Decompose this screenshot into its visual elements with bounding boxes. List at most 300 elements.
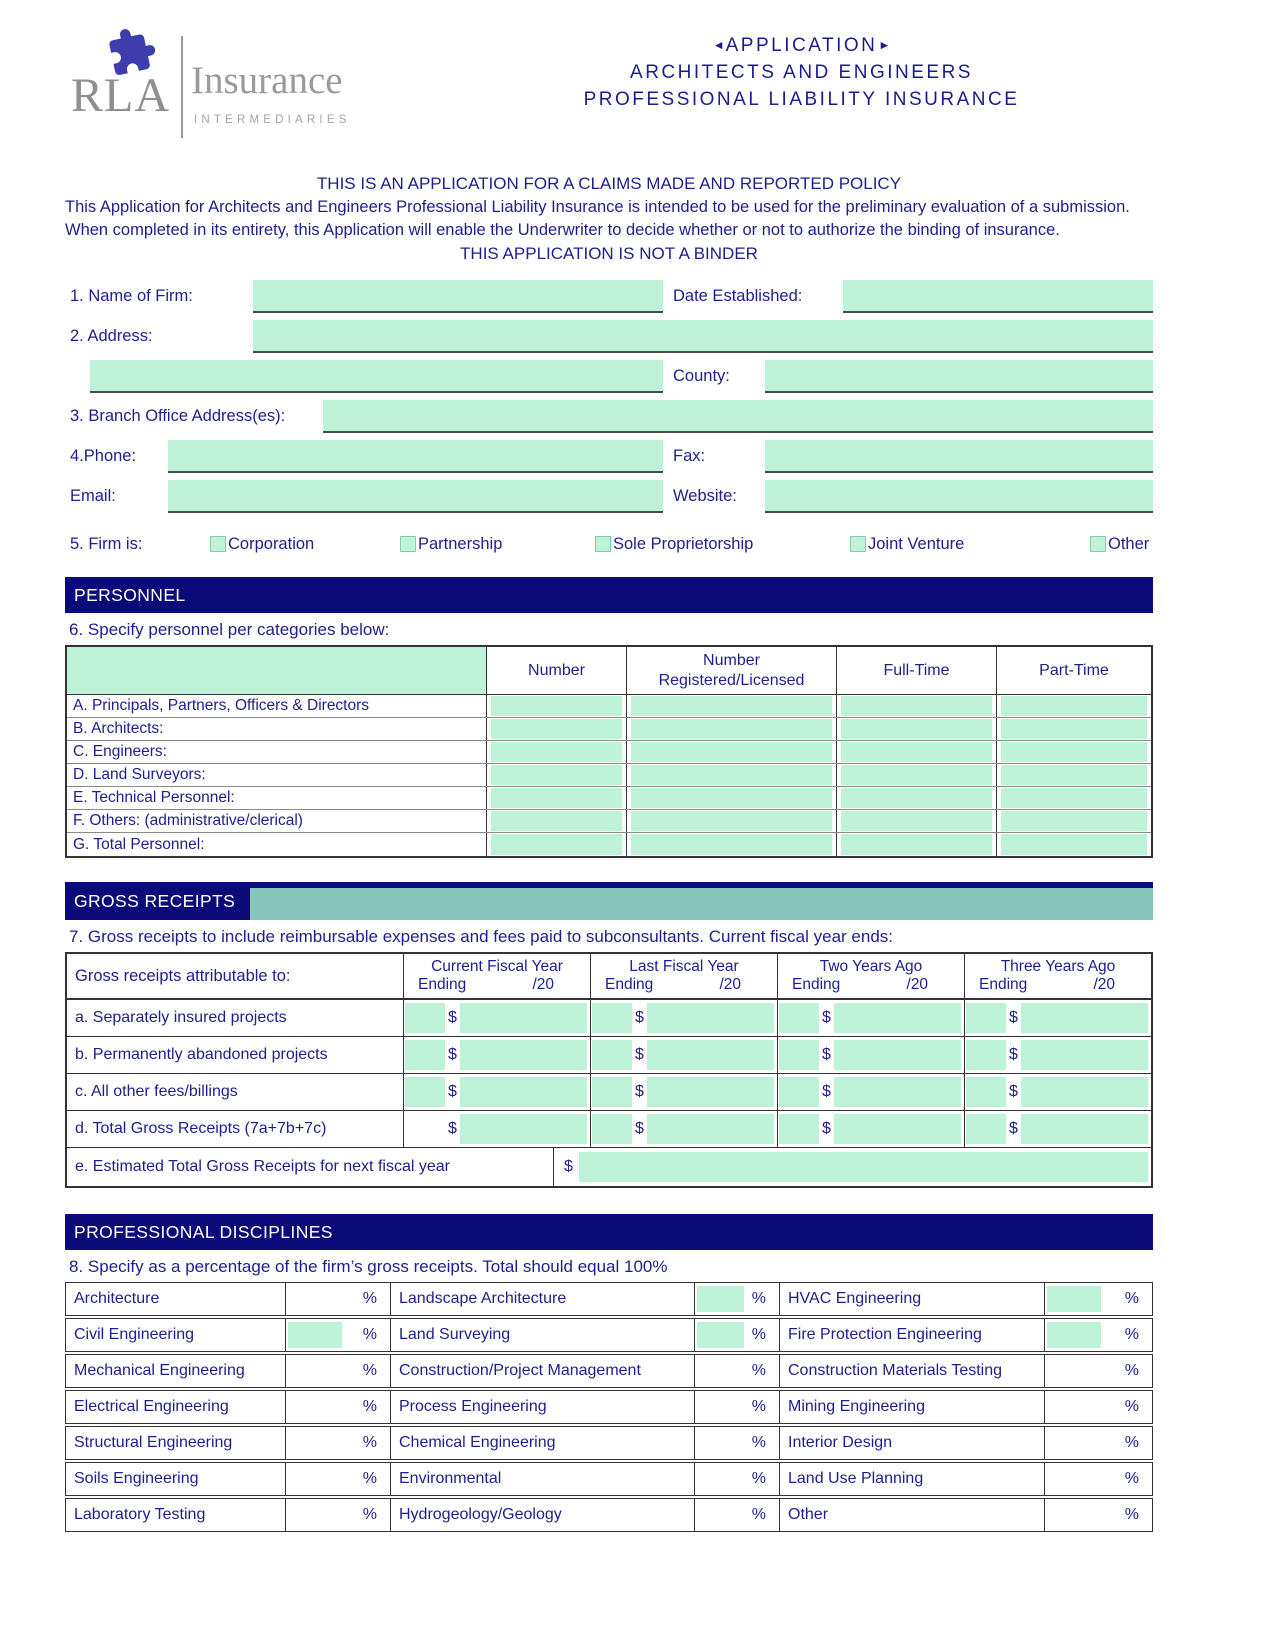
fiscal-date-input[interactable]: [592, 1003, 632, 1033]
rla-logo: [65, 24, 405, 148]
disciplines-section-title: PROFESSIONAL DISCIPLINES: [74, 1221, 333, 1242]
amount-input[interactable]: [460, 1003, 587, 1033]
personnel-row: [67, 695, 1151, 718]
amount-input[interactable]: [834, 1040, 961, 1070]
discipline-row: [65, 1498, 1153, 1532]
form-row-branch: [65, 400, 1153, 433]
address-input[interactable]: [253, 320, 1153, 353]
form-row-name: [65, 280, 1153, 313]
personnel-col-part-time: Part-Time: [1039, 661, 1109, 679]
discipline-percent-cell: [695, 1463, 780, 1495]
personnel-count-input[interactable]: [491, 742, 622, 762]
intro-body: This Application for Architects and Engineers Professional Liability Insurance is intended to be used for the preliminary evaluation of a submission. When completed in its entirety, this Application will enable the Underwriter to decide whether or not to authorize the binding of insurance.: [65, 198, 1130, 239]
personnel-count-input[interactable]: [841, 719, 992, 739]
amount-input[interactable]: [460, 1114, 587, 1144]
personnel-cell: [997, 833, 1151, 856]
discipline-percent-cell: [1045, 1499, 1152, 1531]
firm-type-option-corporation: [210, 533, 400, 555]
personnel-count-input[interactable]: [631, 765, 832, 785]
form-row-firm-type: [65, 533, 1153, 555]
form-row-address2-county: [65, 360, 1153, 393]
personnel-count-input[interactable]: [631, 719, 832, 739]
amount-input[interactable]: [647, 1040, 774, 1070]
discipline-percent-cell: [695, 1499, 780, 1531]
firm-is-label: 5. Firm is:: [70, 534, 143, 553]
gross-row-label-cell: [67, 1111, 404, 1147]
logo-insurance-text: Insurance: [191, 59, 343, 102]
personnel-count-input[interactable]: [631, 834, 832, 855]
gross-amount-cell: [404, 1074, 591, 1110]
dollar-sign: $: [448, 1083, 457, 1100]
estimate-cell: [554, 1148, 1151, 1186]
gross-receipts-row: [67, 1000, 1151, 1037]
personnel-row-label: C. Engineers:: [73, 743, 167, 760]
percent-sign: %: [362, 1434, 377, 1451]
fiscal-date-input[interactable]: [405, 1077, 445, 1107]
discipline-percent-cell: [695, 1283, 780, 1315]
percent-sign: %: [1124, 1398, 1139, 1415]
disciplines-instruction: 8. Specify as a percentage of the firm’s gross receipts. Total should equal 100%: [69, 1257, 668, 1276]
personnel-cell: [487, 741, 627, 763]
personnel-row-label-cell: [67, 741, 487, 763]
personnel-row: [67, 741, 1151, 764]
percent-sign: %: [1124, 1470, 1139, 1487]
personnel-cell: [627, 810, 837, 832]
firm-type-label: Corporation: [228, 534, 315, 553]
personnel-row: [67, 764, 1151, 787]
percent-sign: %: [751, 1470, 766, 1487]
form-row-phone-fax: [65, 440, 1153, 473]
fax-input[interactable]: [765, 440, 1153, 473]
gross-row-label-cell: [67, 1000, 404, 1036]
gross-receipts-body: [67, 1000, 1151, 1148]
personnel-count-input[interactable]: [841, 696, 992, 716]
firm-type-option-joint-venture: [850, 533, 1090, 555]
title-line-architects: ARCHITECTS AND ENGINEERS: [630, 62, 973, 83]
gross-year-title: Two Years Ago: [819, 958, 923, 975]
sole-proprietorship-checkbox[interactable]: [595, 536, 611, 552]
discipline-label-cell: Interior Design: [780, 1427, 1045, 1459]
personnel-count-input[interactable]: [1001, 834, 1147, 855]
personnel-row-label: G. Total Personnel:: [73, 835, 205, 853]
county-label: County:: [673, 367, 730, 385]
discipline-percent-cell: [1045, 1283, 1152, 1315]
discipline-label-cell: Land Surveying: [391, 1319, 695, 1351]
discipline-percent-cell: [695, 1319, 780, 1351]
dollar-sign: $: [822, 1120, 831, 1137]
percent-sign: %: [751, 1398, 766, 1415]
fiscal-date-input[interactable]: [779, 1040, 819, 1070]
gross-amount-cell: [404, 1037, 591, 1073]
date-established-input[interactable]: [843, 280, 1153, 313]
gross-receipts-title-bar: [65, 882, 250, 920]
amount-input[interactable]: [1021, 1040, 1148, 1070]
discipline-percent-cell: [1045, 1427, 1152, 1459]
gross-year-header: [591, 954, 778, 998]
personnel-count-input[interactable]: [491, 788, 622, 808]
firm-type-options: [210, 533, 1153, 555]
firm-type-label: Sole Proprietorship: [613, 534, 754, 553]
personnel-cell: [837, 764, 997, 786]
discipline-label-cell: Other: [780, 1499, 1045, 1531]
dollar-sign: $: [1009, 1009, 1018, 1026]
dollar-sign: $: [448, 1009, 457, 1026]
phone-label: 4.Phone:: [70, 447, 137, 465]
discipline-label-cell: Chemical Engineering: [391, 1427, 695, 1459]
discipline-percent-cell: [695, 1355, 780, 1387]
personnel-cell: [837, 741, 997, 763]
gross-year-header: [404, 954, 591, 998]
ending-label: Ending: [605, 976, 654, 993]
dollar-sign: $: [635, 1083, 644, 1100]
logo-divider: [181, 36, 183, 138]
gross-year-sub: [778, 976, 964, 994]
gross-row-label-cell: [67, 1037, 404, 1073]
percent-sign: %: [751, 1326, 766, 1343]
amount-input[interactable]: [647, 1114, 774, 1144]
discipline-percent-cell: [695, 1427, 780, 1459]
title-line-application: [450, 32, 1153, 59]
percent-sign: %: [1124, 1290, 1139, 1307]
firm-type-label: Joint Venture: [868, 534, 965, 553]
year-suffix: /20: [532, 976, 554, 993]
amount-input[interactable]: [460, 1040, 587, 1070]
personnel-row: [67, 787, 1151, 810]
discipline-percent-cell: [286, 1283, 391, 1315]
personnel-row: [67, 833, 1151, 856]
fiscal-date-input[interactable]: [405, 1003, 445, 1033]
personnel-cell: [997, 695, 1151, 717]
percent-sign: %: [362, 1506, 377, 1523]
gross-year-title: Three Years Ago: [1000, 958, 1116, 975]
form-row-email-website: [65, 480, 1153, 513]
disciplines-section-header: [65, 1214, 1153, 1250]
personnel-cell: [837, 833, 997, 856]
amount-input[interactable]: [647, 1077, 774, 1107]
ending-label: Ending: [979, 976, 1028, 993]
gross-year-title: Last Fiscal Year: [629, 958, 739, 975]
gross-amount-cell: [404, 1111, 591, 1147]
percent-sign: %: [751, 1434, 766, 1451]
amount-input[interactable]: [834, 1077, 961, 1107]
disciplines-table: [65, 1282, 1153, 1532]
discipline-percent-cell: [1045, 1463, 1152, 1495]
dollar-sign: $: [822, 1046, 831, 1063]
amount-input[interactable]: [834, 1003, 961, 1033]
branch-office-label: 3. Branch Office Address(es):: [70, 407, 286, 425]
email-label: Email:: [70, 487, 116, 505]
website-input[interactable]: [765, 480, 1153, 513]
discipline-label-cell: Architecture: [66, 1283, 286, 1315]
ending-label: Ending: [792, 976, 841, 993]
gross-receipts-instruction: 7. Gross receipts to include reimbursable expenses and fees paid to subconsultants. Current fiscal year ends:: [69, 927, 893, 946]
percent-sign: %: [362, 1290, 377, 1307]
percent-sign: %: [751, 1506, 766, 1523]
gross-receipts-row: [67, 1074, 1151, 1111]
personnel-count-input[interactable]: [491, 765, 622, 785]
discipline-row: [65, 1354, 1153, 1388]
gross-row-label: a. Separately insured projects: [75, 1009, 287, 1026]
corporation-checkbox[interactable]: [210, 536, 226, 552]
discipline-label-cell: Mechanical Engineering: [66, 1355, 286, 1387]
fiscal-date-input[interactable]: [592, 1114, 632, 1144]
gross-row-label-cell: [67, 1074, 404, 1110]
personnel-cell: [837, 695, 997, 717]
year-suffix: /20: [906, 976, 928, 993]
firm-info-form: [65, 280, 1153, 555]
name-of-firm-label: 1. Name of Firm:: [70, 287, 193, 305]
county-input[interactable]: [765, 360, 1153, 393]
personnel-count-input[interactable]: [491, 719, 622, 739]
personnel-cell: [627, 833, 837, 856]
name-of-firm-input[interactable]: [253, 280, 663, 313]
dollar-sign: $: [822, 1083, 831, 1100]
dollar-sign: $: [1009, 1046, 1018, 1063]
discipline-percent-cell: [286, 1427, 391, 1459]
percent-input[interactable]: [697, 1322, 744, 1348]
personnel-row-label: F. Others: (administrative/clerical): [73, 812, 303, 829]
gross-amount-cell: [591, 1000, 778, 1036]
partnership-checkbox[interactable]: [400, 536, 416, 552]
personnel-count-input[interactable]: [631, 742, 832, 762]
percent-input[interactable]: [1047, 1286, 1101, 1312]
gross-amount-cell: [778, 1000, 965, 1036]
gross-receipts-row: [67, 1111, 1151, 1148]
fiscal-date-input[interactable]: [966, 1040, 1006, 1070]
fiscal-date-input[interactable]: [405, 1040, 445, 1070]
form-title: [405, 24, 1153, 148]
title-application-text: APPLICATION: [725, 35, 878, 56]
discipline-row: [65, 1318, 1153, 1352]
estimate-amount-input[interactable]: [579, 1152, 1148, 1182]
discipline-label-cell: Soils Engineering: [66, 1463, 286, 1495]
estimate-row: [67, 1148, 1151, 1186]
personnel-cell: [997, 810, 1151, 832]
personnel-section-header: [65, 577, 1153, 613]
amount-input[interactable]: [1021, 1003, 1148, 1033]
personnel-row-label-cell: [67, 764, 487, 786]
phone-input[interactable]: [168, 440, 663, 473]
gross-receipts-table-header: [67, 954, 1151, 1000]
address-label: 2. Address:: [70, 327, 153, 345]
gross-amount-cell: [591, 1037, 778, 1073]
fiscal-date-input[interactable]: [779, 1003, 819, 1033]
other-checkbox[interactable]: [1090, 536, 1106, 552]
address2-indent: [65, 360, 90, 393]
discipline-percent-cell: [286, 1499, 391, 1531]
dollar-sign: $: [448, 1120, 457, 1137]
dollar-sign: $: [822, 1009, 831, 1026]
personnel-count-input[interactable]: [841, 811, 992, 831]
personnel-count-input[interactable]: [1001, 811, 1147, 831]
personnel-row-label-cell: [67, 718, 487, 740]
personnel-row-label: B. Architects:: [73, 720, 164, 737]
header: [65, 0, 1153, 148]
amount-input[interactable]: [460, 1077, 587, 1107]
gross-year-sub: [591, 976, 777, 994]
dollar-sign: $: [564, 1158, 573, 1175]
branch-office-input[interactable]: [323, 400, 1153, 433]
fiscal-date-input[interactable]: [592, 1040, 632, 1070]
fiscal-date-input[interactable]: [966, 1003, 1006, 1033]
gross-receipts-row: [67, 1037, 1151, 1074]
personnel-instruction: 6. Specify personnel per categories below:: [69, 620, 390, 639]
dollar-sign: $: [1009, 1083, 1018, 1100]
personnel-count-input[interactable]: [841, 742, 992, 762]
percent-sign: %: [362, 1326, 377, 1343]
email-input[interactable]: [168, 480, 663, 513]
personnel-count-input[interactable]: [1001, 719, 1147, 739]
gross-row-label: d. Total Gross Receipts (7a+7b+7c): [75, 1120, 327, 1137]
firm-type-option-partnership: [400, 533, 595, 555]
percent-sign: %: [1124, 1362, 1139, 1379]
firm-type-option-other: [1090, 533, 1153, 555]
gross-year-sub: [404, 976, 590, 994]
personnel-cell: [487, 764, 627, 786]
personnel-cell: [997, 764, 1151, 786]
personnel-cell: [487, 810, 627, 832]
dollar-sign: $: [1009, 1120, 1018, 1137]
personnel-count-input[interactable]: [631, 788, 832, 808]
gross-receipts-section-header: [65, 882, 1153, 920]
amount-input[interactable]: [647, 1003, 774, 1033]
personnel-count-input[interactable]: [1001, 765, 1147, 785]
discipline-percent-cell: [695, 1391, 780, 1423]
personnel-row: [67, 810, 1151, 833]
personnel-cell: [837, 787, 997, 809]
percent-sign: %: [1124, 1434, 1139, 1451]
personnel-table-header: [67, 647, 1151, 695]
personnel-cell: [997, 741, 1151, 763]
gross-amount-cell: [591, 1074, 778, 1110]
discipline-percent-cell: [286, 1463, 391, 1495]
personnel-col-full-time: Full-Time: [837, 647, 997, 694]
firm-type-option-sole-proprietorship: [595, 533, 850, 555]
logo-intermediaries-text: INTERMEDIARIES: [194, 114, 351, 126]
personnel-row-label: A. Principals, Partners, Officers & Directors: [73, 697, 370, 714]
personnel-cell: [627, 695, 837, 717]
personnel-row-label: D. Land Surveyors:: [73, 766, 206, 783]
discipline-label-cell: HVAC Engineering: [780, 1283, 1045, 1315]
personnel-count-input[interactable]: [631, 696, 832, 716]
discipline-label-cell: Landscape Architecture: [391, 1283, 695, 1315]
gross-amount-cell: [965, 1037, 1151, 1073]
dollar-sign: $: [635, 1009, 644, 1026]
personnel-count-input[interactable]: [1001, 742, 1147, 762]
gross-year-header: [965, 954, 1151, 998]
personnel-cell: [487, 695, 627, 717]
percent-sign: %: [751, 1290, 766, 1307]
personnel-count-input[interactable]: [631, 811, 832, 831]
gross-amount-cell: [778, 1111, 965, 1147]
personnel-cell: [487, 787, 627, 809]
personnel-cell: [627, 787, 837, 809]
personnel-row-label: E. Technical Personnel:: [73, 789, 235, 806]
discipline-label-cell: Fire Protection Engineering: [780, 1319, 1045, 1351]
gross-amount-cell: [965, 1074, 1151, 1110]
discipline-label-cell: Mining Engineering: [780, 1391, 1045, 1423]
gross-year-header: [778, 954, 965, 998]
personnel-count-input[interactable]: [491, 696, 622, 716]
fiscal-date-input[interactable]: [779, 1114, 819, 1144]
amount-input[interactable]: [1021, 1114, 1148, 1144]
discipline-percent-cell: [1045, 1391, 1152, 1423]
amount-input[interactable]: [1021, 1077, 1148, 1107]
percent-input[interactable]: [697, 1286, 744, 1312]
gross-row-label: c. All other fees/billings: [75, 1083, 238, 1100]
fiscal-date-input[interactable]: [592, 1077, 632, 1107]
personnel-count-input[interactable]: [1001, 696, 1147, 716]
personnel-table: [65, 645, 1153, 858]
fiscal-date-input[interactable]: [966, 1114, 1006, 1144]
personnel-cell: [487, 833, 627, 856]
gross-row-label: b. Permanently abandoned projects: [75, 1046, 328, 1063]
amount-input[interactable]: [834, 1114, 961, 1144]
discipline-percent-cell: [286, 1355, 391, 1387]
discipline-label-cell: Hydrogeology/Geology: [391, 1499, 695, 1531]
personnel-row: [67, 718, 1151, 741]
discipline-row: [65, 1426, 1153, 1460]
percent-sign: %: [362, 1398, 377, 1415]
personnel-cell: [997, 718, 1151, 740]
personnel-count-input[interactable]: [491, 834, 622, 855]
logo-rla-text: RLA: [71, 69, 170, 122]
gross-amount-cell: [591, 1111, 778, 1147]
discipline-label-cell: Structural Engineering: [66, 1427, 286, 1459]
percent-sign: %: [362, 1362, 377, 1379]
personnel-count-input[interactable]: [491, 811, 622, 831]
personnel-row-label-cell: [67, 695, 487, 717]
discipline-label-cell: Civil Engineering: [66, 1319, 286, 1351]
gross-amount-cell: [965, 1000, 1151, 1036]
page-content: [65, 0, 1153, 1532]
estimate-label: e. Estimated Total Gross Receipts for next fiscal year: [67, 1148, 554, 1186]
gross-receipts-table: [65, 952, 1153, 1188]
personnel-count-input[interactable]: [841, 834, 992, 855]
year-suffix: /20: [719, 976, 741, 993]
joint-venture-checkbox[interactable]: [850, 536, 866, 552]
gross-receipts-row-header: Gross receipts attributable to:: [67, 954, 404, 998]
discipline-label-cell: Electrical Engineering: [66, 1391, 286, 1423]
dollar-sign: $: [635, 1046, 644, 1063]
title-line-liability: PROFESSIONAL LIABILITY INSURANCE: [583, 89, 1020, 110]
personnel-count-input[interactable]: [841, 788, 992, 808]
personnel-cell: [997, 787, 1151, 809]
dollar-sign: $: [635, 1120, 644, 1137]
dollar-sign: $: [448, 1046, 457, 1063]
percent-sign: %: [751, 1362, 766, 1379]
address-line2-input[interactable]: [90, 360, 663, 393]
discipline-row: [65, 1390, 1153, 1424]
fax-label: Fax:: [673, 447, 706, 465]
personnel-col-number: Number: [487, 647, 627, 694]
personnel-section-title: PERSONNEL: [74, 584, 186, 605]
personnel-count-input[interactable]: [841, 765, 992, 785]
right-arrow-icon: ►: [878, 38, 891, 52]
percent-sign: %: [1124, 1506, 1139, 1523]
year-suffix: /20: [1093, 976, 1115, 993]
discipline-row: [65, 1282, 1153, 1316]
percent-input[interactable]: [1047, 1322, 1101, 1348]
fiscal-date-input[interactable]: [966, 1077, 1006, 1107]
personnel-count-input[interactable]: [1001, 788, 1147, 808]
gross-amount-cell: [965, 1111, 1151, 1147]
personnel-row-label-cell: [67, 787, 487, 809]
percent-input[interactable]: [288, 1322, 342, 1348]
website-label: Website:: [673, 487, 737, 505]
fiscal-date-input[interactable]: [779, 1077, 819, 1107]
discipline-percent-cell: [286, 1319, 391, 1351]
